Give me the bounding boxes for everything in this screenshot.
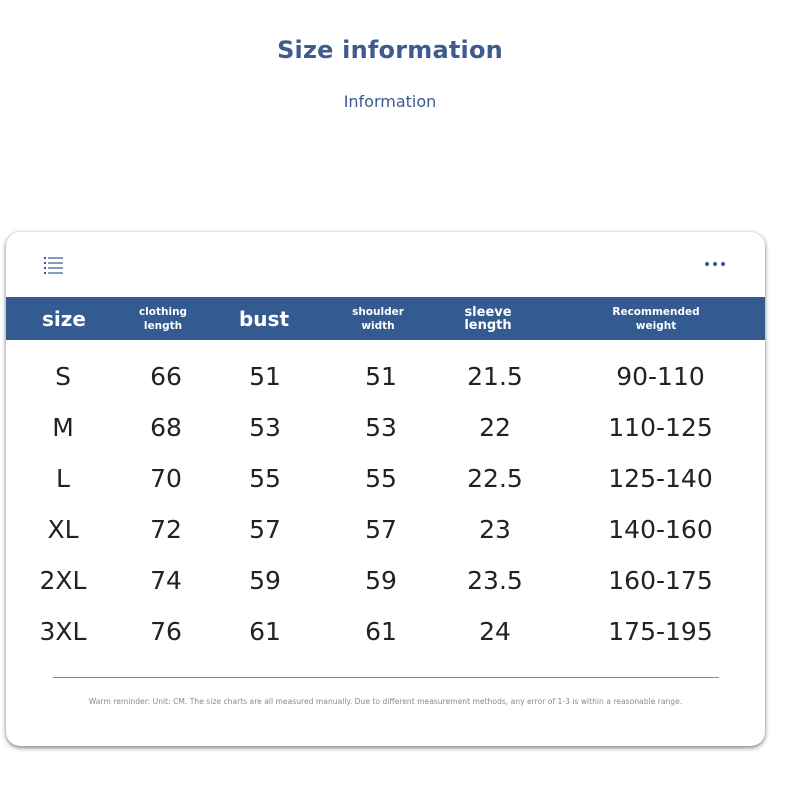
list-icon[interactable] — [44, 256, 64, 274]
recommended-weight-cell: 110-125 — [608, 413, 713, 442]
sleeve-length-cell: 23.5 — [467, 566, 523, 595]
shoulder-width-cell: 55 — [365, 464, 397, 493]
column-header-recommended-weight-label — [612, 305, 699, 333]
recommended-weight-cell: 125-140 — [608, 464, 713, 493]
divider — [53, 677, 719, 678]
column-header-bust-label: bust — [238, 306, 290, 331]
size-chart-card — [6, 232, 765, 746]
column-header-line: sleeve — [464, 304, 512, 320]
clothing-length-cell: 68 — [150, 413, 182, 442]
table-row — [6, 606, 765, 657]
column-header-line: length — [464, 317, 512, 333]
sleeve-length-cell: 22 — [479, 413, 511, 442]
size-cell: 3XL — [39, 617, 87, 646]
table-row — [6, 351, 765, 402]
column-header-line: width — [361, 319, 395, 332]
column-header-line: clothing — [138, 305, 188, 318]
column-header-line: weight — [635, 319, 677, 332]
column-header-clothing-length-label — [139, 305, 187, 333]
table-header — [6, 297, 765, 340]
bust-cell: 59 — [249, 566, 281, 595]
table-row — [6, 555, 765, 606]
column-header-bust — [223, 297, 305, 340]
measurement-reminder: Warm reminder: Unit: CM. The size charts are all measured manually. Due to different measurement methods, any error of 1-3 is within a reasonable range. — [88, 697, 683, 706]
sleeve-length-cell: 22.5 — [467, 464, 523, 493]
clothing-length-cell: 66 — [150, 362, 182, 391]
shoulder-width-cell: 59 — [365, 566, 397, 595]
sleeve-length-cell: 23 — [479, 515, 511, 544]
bust-cell: 57 — [249, 515, 281, 544]
size-cell: M — [52, 413, 74, 442]
column-header-size — [23, 297, 105, 340]
bust-cell: 55 — [249, 464, 281, 493]
page-title: Size information — [277, 36, 503, 64]
recommended-weight-cell: 175-195 — [608, 617, 713, 646]
clothing-length-cell: 70 — [150, 464, 182, 493]
column-header-clothing-length — [123, 297, 203, 340]
table-row — [6, 453, 765, 504]
shoulder-width-cell: 61 — [365, 617, 397, 646]
sleeve-length-cell: 21.5 — [467, 362, 523, 391]
recommended-weight-cell: 160-175 — [608, 566, 713, 595]
size-cell: S — [55, 362, 71, 391]
shoulder-width-cell: 51 — [365, 362, 397, 391]
size-cell: L — [56, 464, 70, 493]
page-subtitle: Information — [343, 92, 437, 111]
clothing-length-cell: 76 — [150, 617, 182, 646]
bust-cell: 51 — [249, 362, 281, 391]
recommended-weight-cell: 90-110 — [616, 362, 705, 391]
table-row — [6, 504, 765, 555]
table-row — [6, 402, 765, 453]
recommended-weight-cell: 140-160 — [608, 515, 713, 544]
column-header-sleeve-length — [448, 297, 528, 340]
column-header-line: Recommended — [612, 305, 700, 318]
column-header-shoulder-width — [338, 297, 418, 340]
more-horizontal-icon[interactable] — [704, 260, 726, 268]
column-header-recommended-weight — [596, 297, 716, 340]
column-header-shoulder-width-label — [352, 305, 404, 333]
size-cell: XL — [47, 515, 79, 544]
column-header-size-label: size — [42, 306, 86, 331]
sleeve-length-cell: 24 — [479, 617, 511, 646]
shoulder-width-cell: 53 — [365, 413, 397, 442]
column-header-sleeve-length-label — [464, 306, 511, 332]
bust-cell: 61 — [249, 617, 281, 646]
column-header-line: shoulder — [352, 305, 404, 318]
column-header-line: length — [143, 319, 183, 332]
bust-cell: 53 — [249, 413, 281, 442]
size-cell: 2XL — [39, 566, 87, 595]
clothing-length-cell: 74 — [150, 566, 182, 595]
clothing-length-cell: 72 — [150, 515, 182, 544]
shoulder-width-cell: 57 — [365, 515, 397, 544]
